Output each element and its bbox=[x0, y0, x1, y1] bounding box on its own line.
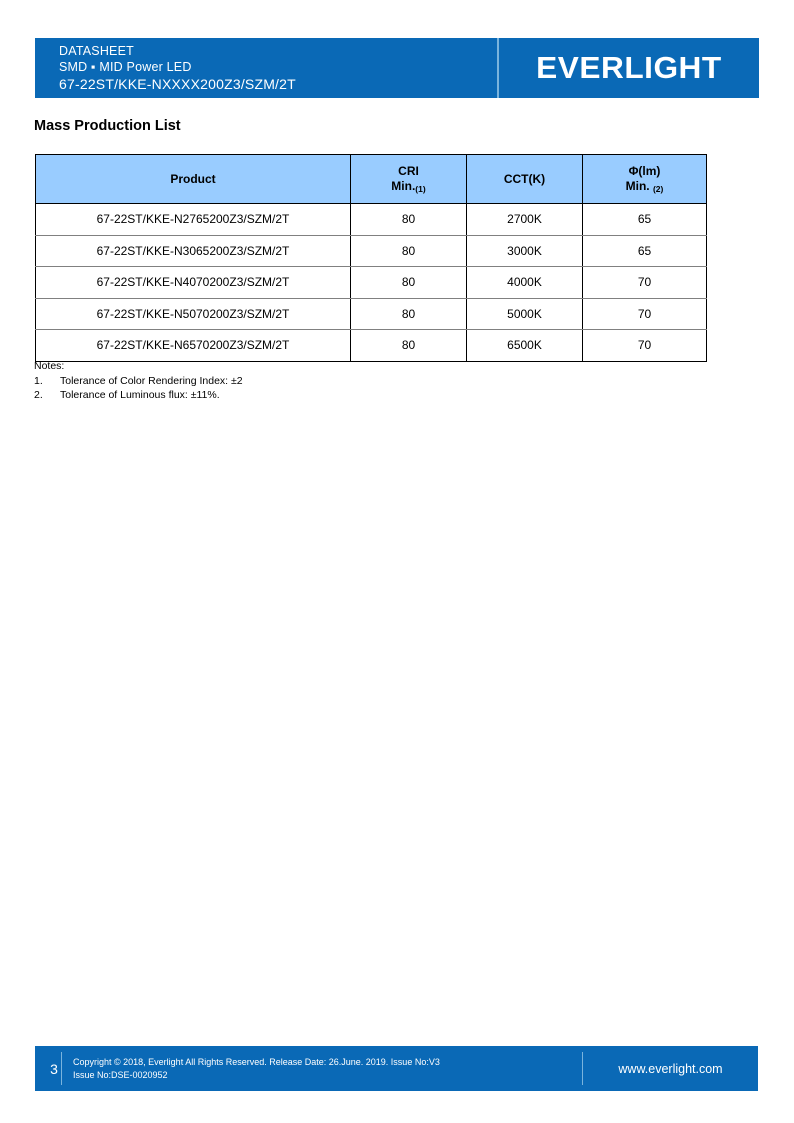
table-row bbox=[36, 204, 707, 236]
cell-cct: 4000K bbox=[467, 267, 583, 299]
cell-cct: 6500K bbox=[467, 330, 583, 362]
notes-heading: Notes: bbox=[34, 360, 65, 372]
note-number: 2. bbox=[34, 389, 43, 401]
cell-cct: 2700K bbox=[467, 204, 583, 236]
cell-cri: 80 bbox=[351, 298, 467, 330]
cell-flux: 70 bbox=[583, 330, 707, 362]
note-item bbox=[34, 388, 243, 402]
column-header-cri bbox=[351, 155, 467, 204]
cell-product: 67-22ST/KKE-N5070200Z3/SZM/2T bbox=[36, 298, 351, 330]
column-header-product bbox=[36, 155, 351, 204]
cell-product: 67-22ST/KKE-N6570200Z3/SZM/2T bbox=[36, 330, 351, 362]
table-row bbox=[36, 235, 707, 267]
note-text: Tolerance of Luminous flux: ±11%. bbox=[60, 389, 220, 401]
page-number: 3 bbox=[50, 1060, 58, 1077]
table-header-row bbox=[36, 155, 707, 204]
cell-product: 67-22ST/KKE-N3065200Z3/SZM/2T bbox=[36, 235, 351, 267]
page-title: Mass Production List bbox=[34, 118, 181, 134]
footer-copyright bbox=[62, 1046, 582, 1091]
footer-website-link[interactable]: www.everlight.com bbox=[618, 1061, 723, 1076]
column-header-cct-label: CCT(K) bbox=[503, 171, 546, 186]
cell-flux: 70 bbox=[583, 267, 707, 299]
cell-cri: 80 bbox=[351, 330, 467, 362]
footer-copyright-line1: Copyright © 2018, Everlight All Rights Reserved. Release Date: 26.June. 2019. Issue No:V3 bbox=[73, 1056, 440, 1067]
cell-cri: 80 bbox=[351, 204, 467, 236]
cell-cri: 80 bbox=[351, 235, 467, 267]
header-title-block bbox=[35, 38, 497, 98]
column-header-flux bbox=[583, 155, 707, 204]
column-header-cct bbox=[467, 155, 583, 204]
table-header bbox=[36, 155, 707, 204]
notes-block bbox=[34, 359, 243, 402]
cell-flux: 65 bbox=[583, 235, 707, 267]
column-header-flux-note: (2) bbox=[652, 183, 664, 194]
page-footer bbox=[35, 1046, 758, 1091]
note-number: 1. bbox=[34, 375, 43, 387]
everlight-logo: EVERLIGHT bbox=[536, 50, 722, 85]
column-header-flux-line2: Min. bbox=[625, 178, 650, 193]
column-header-cri-label: CRI bbox=[398, 163, 419, 178]
mass-production-table bbox=[35, 154, 707, 362]
cell-product: 67-22ST/KKE-N2765200Z3/SZM/2T bbox=[36, 204, 351, 236]
cell-cct: 5000K bbox=[467, 298, 583, 330]
header-doc-kind: DATASHEET bbox=[59, 44, 134, 58]
table-body bbox=[36, 204, 707, 362]
column-header-product-label: Product bbox=[170, 171, 216, 186]
footer-copyright-line2: Issue No:DSE-0020952 bbox=[73, 1069, 168, 1080]
header-part-number: 67-22ST/KKE-NXXXX200Z3/SZM/2T bbox=[59, 76, 296, 92]
note-text: Tolerance of Color Rendering Index: ±2 bbox=[60, 375, 243, 387]
table-row bbox=[36, 298, 707, 330]
header-product-family: SMD ▪ MID Power LED bbox=[59, 60, 192, 74]
column-header-cri-line2: Min. bbox=[391, 178, 416, 193]
header-logo-block bbox=[499, 38, 759, 98]
cell-product: 67-22ST/KKE-N4070200Z3/SZM/2T bbox=[36, 267, 351, 299]
cell-flux: 65 bbox=[583, 204, 707, 236]
cell-flux: 70 bbox=[583, 298, 707, 330]
table-row bbox=[36, 267, 707, 299]
page-header bbox=[35, 38, 759, 98]
cell-cri: 80 bbox=[351, 267, 467, 299]
note-item bbox=[34, 374, 243, 388]
table-row bbox=[36, 330, 707, 362]
column-header-flux-label: Φ(lm) bbox=[628, 163, 661, 178]
cell-cct: 3000K bbox=[467, 235, 583, 267]
column-header-cri-note: (1) bbox=[415, 183, 426, 194]
